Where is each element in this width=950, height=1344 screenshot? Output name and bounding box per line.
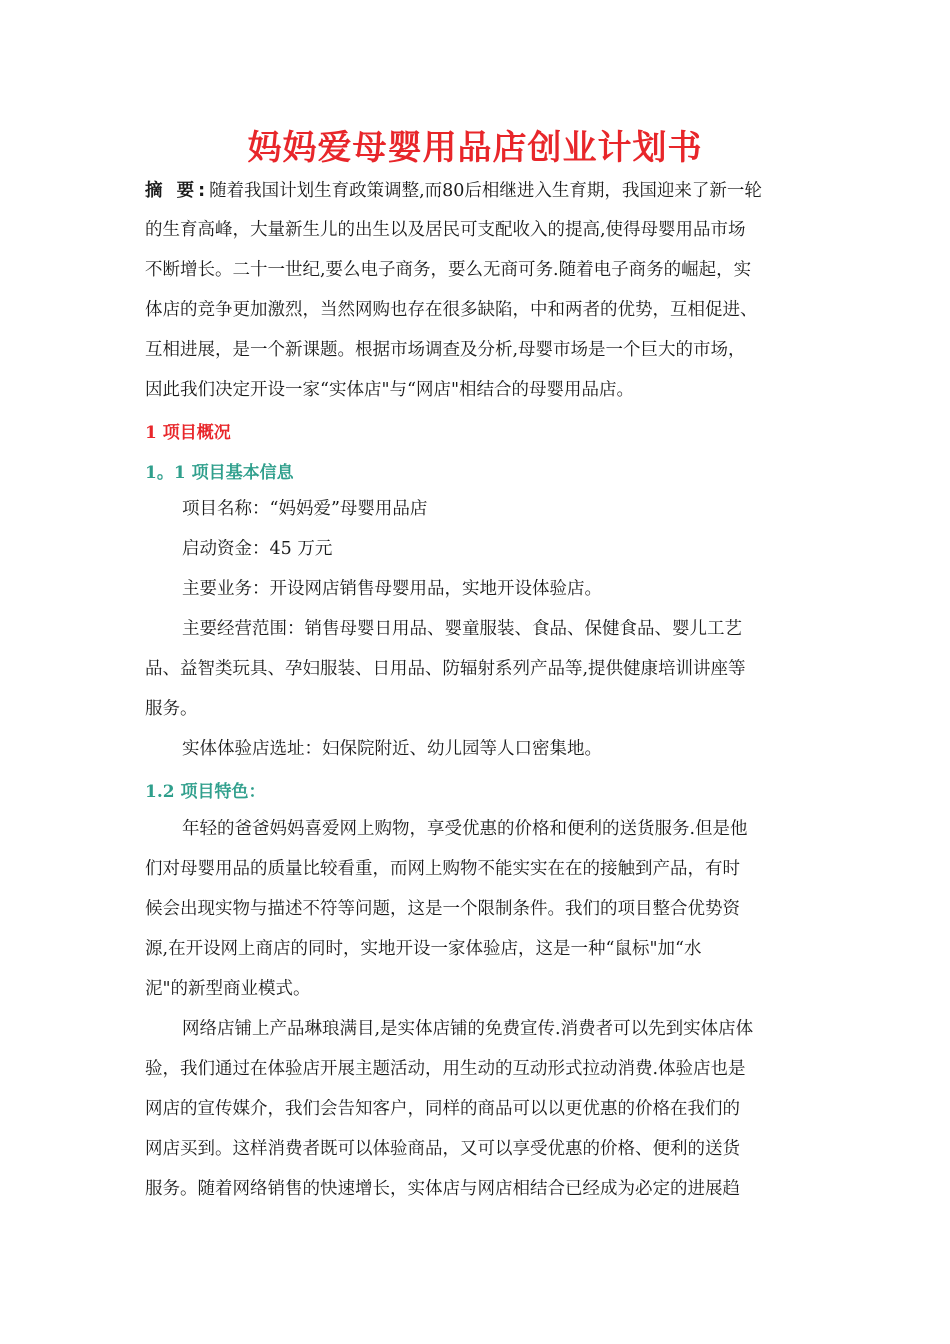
info-scope-line-2: 品、益智类玩具、孕妇服装、日用品、防辐射系列产品等,提供健康培训讲座等 [145,659,746,679]
abstract-line-4: 体店的竞争更加激烈，当然网购也存在很多缺陷，中和两者的优势，互相促进、 [145,300,758,320]
features-para1-line-3: 候会出现实物与描述不符等问题，这是一个限制条件。我们的项目整合优势资 [145,899,740,919]
abstract-line-3: 不断增长。二十一世纪,要么电子商务，要么无商可务.随着电子商务的崛起，实 [145,260,752,280]
features-para2-line-5: 服务。随着网络销售的快速增长，实体店与网店相结合已经成为必定的进展趋 [145,1179,740,1199]
info-store-location: 实体体验店选址：妇保院附近、幼儿园等人口密集地。 [182,739,602,759]
document-title: 妈妈爱母婴用品店创业计划书 [247,128,703,168]
info-main-business: 主要业务：开设网店销售母婴用品，实地开设体验店。 [182,579,602,599]
features-para1-line-4: 源,在开设网上商店的同时，实地开设一家体验店，这是一种“鼠标"加“水 [145,939,702,959]
abstract-line-5: 互相进展，是一个新课题。根据市场调查及分析,母婴市场是一个巨大的市场， [145,340,746,360]
info-project-name: 项目名称：“妈妈爱”母婴用品店 [182,499,428,519]
abstract-line-6: 因此我们决定开设一家“实体店"与“网店"相结合的母婴用品店。 [145,380,634,400]
abstract-line-2: 的生育高峰，大量新生儿的出生以及居民可支配收入的提高,使得母婴用品市场 [145,220,746,240]
info-startup-capital: 启动资金：45 万元 [182,539,333,559]
abstract-line-1 [145,179,762,203]
subsection-heading-features: 1.2 项目特色： [145,782,266,802]
abstract-label: 摘 要: [145,181,210,201]
features-para2-line-3: 网店的宣传媒介，我们会告知客户，同样的商品可以以更优惠的价格在我们的 [145,1099,740,1119]
features-para1-line-1: 年轻的爸爸妈妈喜爱网上购物，享受优惠的价格和便利的送货服务.但是他 [182,819,748,839]
features-para2-line-1: 网络店铺上产品琳琅满目,是实体店铺的免费宣传.消费者可以先到实体店体 [182,1019,754,1039]
subsection-heading-basic-info: 1。1 项目基本信息 [145,463,294,483]
section-heading-project-overview: 1 项目概况 [145,423,231,443]
info-scope-line-3: 服务。 [145,699,198,719]
info-scope-line-1: 主要经营范围：销售母婴日用品、婴童服装、食品、保健食品、婴儿工艺 [182,619,742,639]
features-para1-line-2: 们对母婴用品的质量比较看重，而网上购物不能实实在在的接触到产品，有时 [145,859,740,879]
features-para2-line-4: 网店买到。这样消费者既可以体验商品，又可以享受优惠的价格、便利的送货 [145,1139,740,1159]
features-para2-line-2: 验，我们通过在体验店开展主题活动，用生动的互动形式拉动消费.体验店也是 [145,1059,746,1079]
features-para1-line-5: 泥"的新型商业模式。 [145,979,311,999]
abstract-text-1: 随着我国计划生育政策调整,而80后相继进入生育期，我国迎来了新一轮 [209,181,762,201]
